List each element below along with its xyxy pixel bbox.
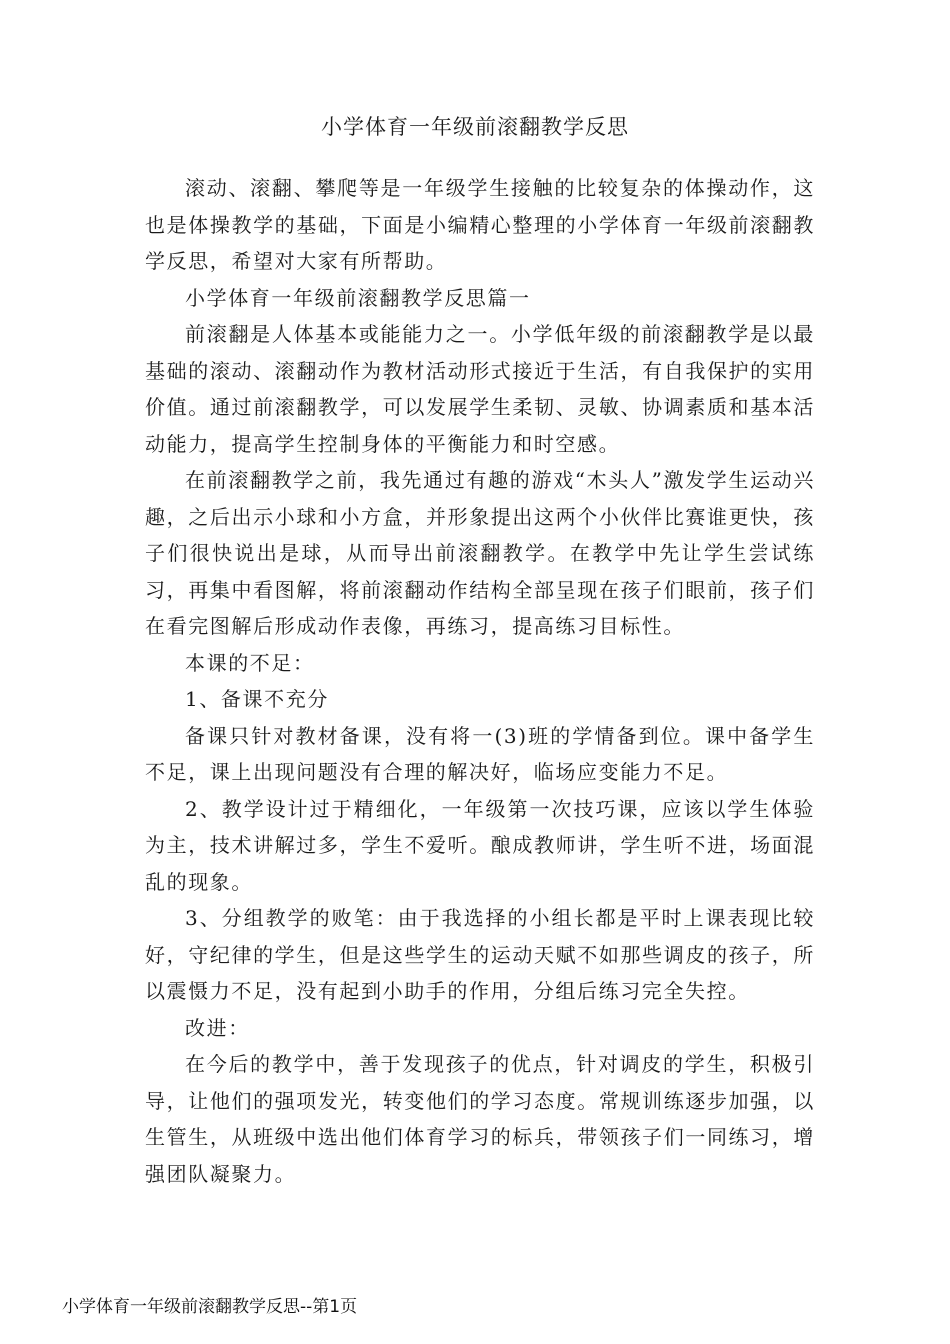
body-paragraph: 前滚翻是人体基本或能能力之一。小学低年级的前滚翻教学是以最基础的滚动、滚翻动作为教材活动形式接近于生活，有自我保护的实用价值。通过前滚翻教学，可以发展学生柔韧、灵敏、协调素质和基本活动能力，提高学生控制身体的平衡能力和时空感。 [145, 322, 815, 456]
section-heading: 小学体育一年级前滚翻教学反思篇一 [185, 285, 531, 310]
shortcomings-heading: 本课的不足： [185, 650, 315, 675]
body-paragraph: 在今后的教学中，善于发现孩子的优点，针对调皮的学生，积极引导，让他们的强项发光，转变他们的学习态度。常规训练逐步加强，以生管生，从班级中选出他们体育学习的标兵，带领孩子们一同练习，增强团队凝聚力。 [145, 1052, 815, 1186]
page-footer: 小学体育一年级前滚翻教学反思--第1页 [62, 1297, 358, 1317]
list-item-heading: 1、备课不充分 [185, 687, 329, 711]
page-title: 小学体育一年级前滚翻教学反思 [321, 115, 629, 139]
improvement-heading: 改进： [185, 1015, 250, 1040]
intro-paragraph: 滚动、滚翻、攀爬等是一年级学生接触的比较复杂的体操动作，这也是体操教学的基础，下面是小编精心整理的小学体育一年级前滚翻教学反思，希望对大家有所帮助。 [145, 176, 815, 273]
body-paragraph: 在前滚翻教学之前，我先通过有趣的游戏“木头人”激发学生运动兴趣，之后出示小球和小方盒，并形象提出这两个小伙伴比赛谁更快，孩子们很快说出是球，从而导出前滚翻教学。在教学中先让学生尝试练习，再集中看图解，将前滚翻动作结构全部呈现在孩子们眼前，孩子们在看完图解后形成动作表像，再练习，提高练习目标性。 [145, 468, 815, 638]
body-paragraph: 备课只针对教材备课，没有将一(3)班的学情备到位。课中备学生不足，课上出现问题没有合理的解决好，临场应变能力不足。 [145, 723, 815, 784]
list-item-paragraph: 2、教学设计过于精细化，一年级第一次技巧课，应该以学生体验为主，技术讲解过多，学生不爱听。酿成教师讲，学生听不进，场面混乱的现象。 [145, 796, 815, 894]
document-body [145, 170, 815, 1192]
list-item-paragraph: 3、分组教学的败笔：由于我选择的小组长都是平时上课表现比较好，守纪律的学生，但是这些学生的运动天赋不如那些调皮的孩子，所以震慑力不足，没有起到小助手的作用，分组后练习完全失控。 [145, 906, 815, 1003]
